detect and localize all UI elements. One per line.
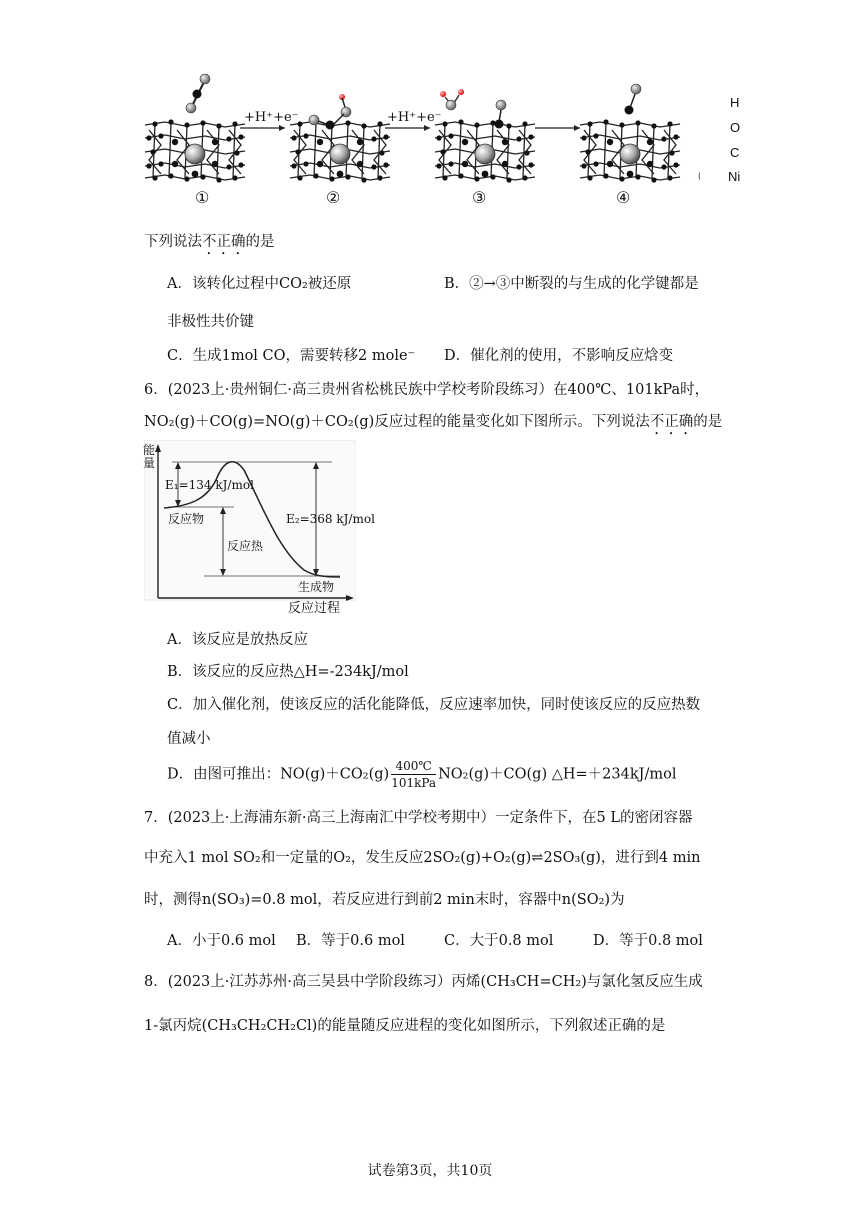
q7-option-a: A．小于0.6 mol (167, 933, 276, 949)
q6-option-a: A．该反应是放热反应 (167, 632, 308, 648)
step-label-2: ② (326, 188, 341, 207)
reaction-conditions: $\frac{400℃}{\text{101kPa}}$ (391, 759, 437, 790)
step-label-4: ④ (616, 188, 631, 207)
arrow-1-label: +H⁺+e⁻ (244, 110, 299, 125)
graph-x-label: 反应过程 (288, 601, 341, 616)
q7-option-b: B．等于0.6 mol (296, 933, 405, 949)
q6-option-c2: 值减小 (167, 731, 211, 747)
step2-panel (290, 94, 390, 183)
q6-line2: NO₂(g)＋CO(g)=NO(g)＋CO₂(g)反应过程的能量变化如下图所示。下列说法不正确的是 (144, 414, 723, 430)
q6-option-d: D．由图可推出：NO(g)＋CO₂(g) $\frac{400℃}{\text{101kPa}}$ NO₂(g)＋CO(g) △H=＋234kJ/mol (167, 759, 677, 790)
page-footer: 试卷第3页，共10页 (367, 1163, 493, 1179)
graph-e1: E₁=134 kJ/mol (165, 478, 254, 492)
q5-option-b-cont: 非极性共价键 (167, 314, 254, 330)
graph-product: 生成物 (298, 580, 335, 594)
step-label-3: ③ (472, 188, 487, 207)
q7-option-c: C．大于0.8 mol (444, 933, 554, 949)
q8-line2: 1-氯丙烷(CH₃CH₂CH₂Cl)的能量随反应进程的变化如图所示，下列叙述正确的是 (144, 1018, 666, 1034)
graph-reactant: 反应物 (168, 512, 205, 526)
graph-heat: 反应热 (227, 539, 264, 553)
q8-line1: 8．(2023上·江苏苏州·高三吴县中学阶段练习）丙烯(CH₃CH=CH₂)与氯化氢反应生成 (144, 974, 703, 990)
q6-option-c1: C．加入催化剂，使该反应的活化能降低，反应速率加快，同时使该反应的反应热数 (167, 697, 701, 713)
q5-stem: 下列说法不正确的是 (144, 234, 275, 250)
q7-line3: 时，测得n(SO₃)=0.8 mol，若反应进行到前2 min末时，容器中n(SO₂)为 (144, 892, 625, 908)
q6-line1: 6．(2023上·贵州铜仁·高三贵州省松桃民族中学校考阶段练习）在400℃、101kPa时， (144, 382, 710, 398)
q5-option-b: B．②→③中断裂的与生成的化学键都是 (444, 276, 699, 292)
q5-option-c: C．生成1mol CO，需要转移2 mole⁻ (167, 348, 416, 364)
q5-option-d: D．催化剂的使用，不影响反应焓变 (444, 348, 674, 364)
step1-panel (145, 74, 245, 183)
legend-ni-icon (699, 168, 700, 184)
step-label-1: ① (195, 188, 210, 207)
q7-option-d: D．等于0.8 mol (593, 933, 703, 949)
legend-o-label: O (730, 120, 741, 135)
q5-option-a: A．该转化过程中CO₂被还原 (167, 276, 352, 292)
step4-panel (580, 84, 680, 183)
graph-y-label: 能 量 (143, 443, 156, 470)
q7-line1: 7．(2023上·上海浦东新·高三上海南汇中学校考期中）一定条件下，在5 L的密闭容器 (144, 810, 693, 826)
legend-ni-label: Ni (728, 169, 741, 184)
q7-line2: 中充入1 mol SO₂和一定量的O₂，发生反应2SO₂(g)+O₂(g)⇌2SO₃(g)，进行到4 min (144, 850, 701, 866)
legend-c-label: C (730, 145, 740, 160)
step3-panel (435, 89, 535, 183)
arrow-2-label: +H⁺+e⁻ (387, 110, 442, 125)
q6-option-b: B．该反应的反应热△H=-234kJ/mol (167, 664, 409, 680)
legend-h-label: H (730, 95, 740, 110)
graph-e2: E₂=368 kJ/mol (286, 512, 375, 526)
